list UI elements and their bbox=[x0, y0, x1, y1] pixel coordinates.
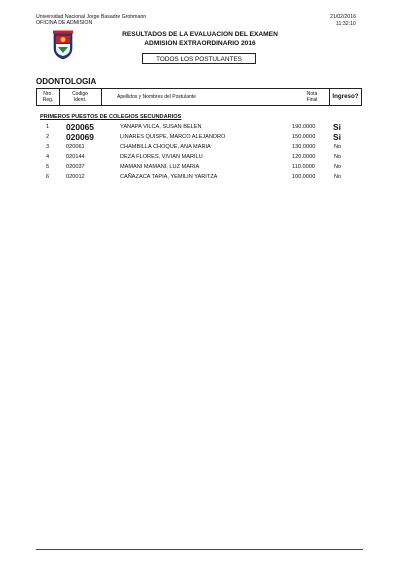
footer-divider bbox=[36, 549, 363, 550]
row-code: 020065 bbox=[66, 122, 94, 132]
row-admitted: Si bbox=[333, 122, 341, 132]
report-title-line2: ADMISION EXTRAORDINARIO 2016 bbox=[144, 40, 256, 47]
row-name: MAMANI MAMANI, LUZ MARIA bbox=[120, 164, 200, 170]
row-admitted: No bbox=[334, 174, 342, 180]
row-admitted: No bbox=[334, 164, 342, 170]
row-nro: 2 bbox=[46, 134, 50, 140]
row-score: 110.0000 bbox=[292, 164, 315, 170]
header-score: Nota Final bbox=[306, 91, 318, 103]
report-time: 11:32:10 bbox=[336, 21, 356, 27]
row-name: CHAMBILLA CHOQUE, ANA MARIA bbox=[120, 144, 211, 150]
row-score: 120.0000 bbox=[292, 154, 316, 160]
table-row bbox=[0, 163, 400, 172]
row-score: 130.0000 bbox=[292, 144, 316, 150]
row-admitted: No bbox=[334, 154, 342, 160]
row-name: CAÑAZACA TAPIA, YEMILIN YARITZA bbox=[120, 174, 218, 180]
row-name: LINARES QUISPE, MARCO ALEJANDRO bbox=[120, 134, 226, 140]
row-code: 020061 bbox=[66, 144, 85, 150]
row-nro: 5 bbox=[46, 164, 50, 170]
row-code: 020069 bbox=[66, 132, 94, 142]
row-code: 020037 bbox=[66, 164, 85, 170]
row-admitted: Si bbox=[333, 132, 341, 142]
header-name: Apellidos y Nombres del Postulante bbox=[117, 94, 196, 100]
table-header bbox=[36, 88, 362, 106]
report-title-line1: RESULTADOS DE LA EVALUACION DEL EXAMEN bbox=[122, 31, 278, 38]
row-name: YANAPA VILCA, SUSAN BELEN bbox=[120, 124, 202, 130]
header-code: Codigo Ident. bbox=[72, 91, 88, 103]
table-row bbox=[0, 143, 400, 152]
table-row bbox=[0, 133, 400, 142]
program-title: ODONTOLOGIA bbox=[36, 77, 97, 86]
report-date: 21/02/2016 bbox=[330, 14, 356, 20]
row-score: 100.0000 bbox=[292, 174, 316, 180]
row-nro: 1 bbox=[46, 124, 50, 130]
row-nro: 6 bbox=[46, 174, 50, 180]
group-title: PRIMEROS PUESTOS DE COLEGIOS SECUNDARIOS bbox=[40, 114, 182, 120]
row-nro: 4 bbox=[46, 154, 50, 160]
row-name: DEZA FLORES, VIVIAN MARILU bbox=[120, 154, 203, 160]
row-code: 020012 bbox=[66, 174, 85, 180]
office-name: OFICINA DE ADMISION bbox=[36, 20, 93, 26]
university-name: Universidad Nacional Jorge Basadre Grohmann bbox=[36, 14, 147, 20]
filter-label: TODOS LOS POSTULANTES bbox=[142, 53, 256, 64]
table-row bbox=[0, 173, 400, 182]
header-admitted: Ingreso? bbox=[332, 93, 359, 100]
table-row bbox=[0, 123, 400, 132]
row-code: 020144 bbox=[66, 154, 85, 160]
row-admitted: No bbox=[334, 144, 342, 150]
row-score: 190.0000 bbox=[292, 124, 316, 130]
row-score: 150.0000 bbox=[292, 134, 316, 140]
row-nro: 3 bbox=[46, 144, 50, 150]
table-row bbox=[0, 153, 400, 162]
header-nro: Nro. Reg. bbox=[42, 91, 54, 103]
